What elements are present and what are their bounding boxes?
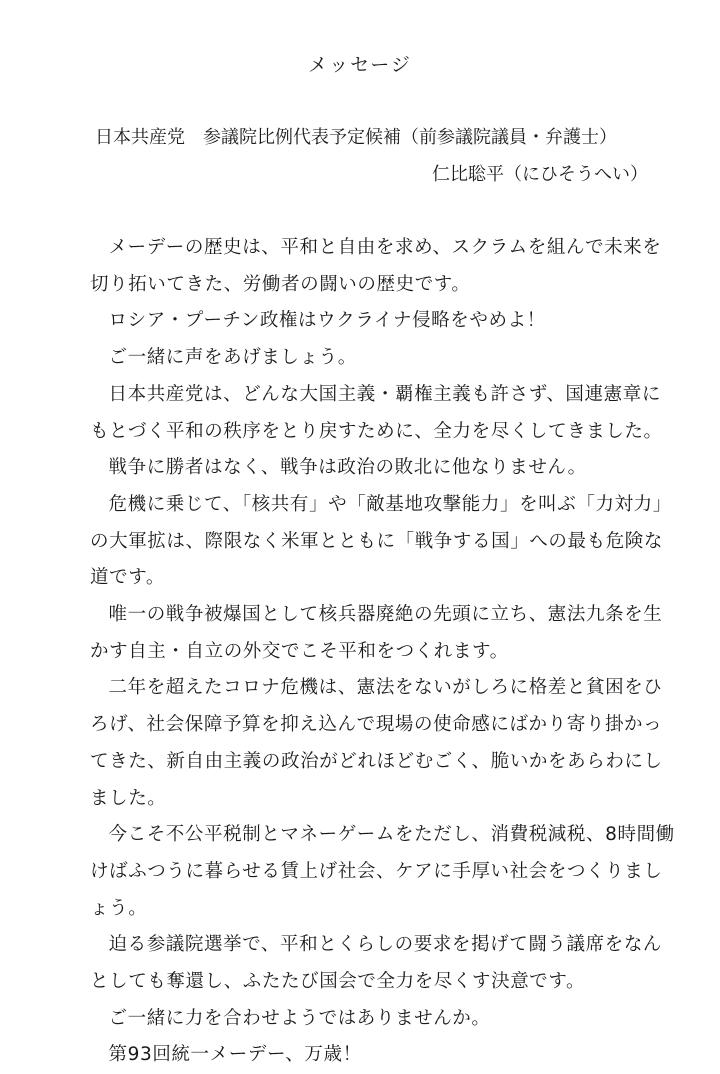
paragraph: ご一緒に声をあげましょう。 <box>108 347 357 369</box>
sender-name: 仁比聡平（にひそうへい） <box>432 164 648 185</box>
paragraph: ロシア・プーチン政権はウクライナ侵略をやめよ！ <box>108 310 546 332</box>
paragraph: 日本共産党は、どんな大国主義・覇権主義も許さず、国連憲章にもとづく平和の秩序をとり戻すために、全力を尽くしてきました。 <box>90 383 663 442</box>
sender-affiliation: 日本共産党 参議院比例代表予定候補（前参議院議員・弁護士） <box>95 127 617 148</box>
paragraph: 今こそ不公平税制とマネーゲームをただし、消費税減税、8時間働けばふつうに暮らせる賃上げ社会、ケアに手厚い社会をつくりましょう。 <box>90 824 675 919</box>
paragraph: 二年を超えたコロナ危機は、憲法をないがしろに格差と貧困をひろげ、社会保障予算を抑え込んで現場の使命感にばかり寄り掛かってきた、新自由主義の政治がどれほどむごく、脆いかをあらわにしました。 <box>90 677 663 809</box>
paragraph: ご一緒に力を合わせようではありませんか。 <box>108 1007 491 1029</box>
paragraph: メーデーの歴史は、平和と自由を求め、スクラムを組んで未来を切り拓いてきた、労働者の闘いの歴史です。 <box>90 237 662 295</box>
document-title: メッセージ <box>308 54 412 76</box>
paragraph: 危機に乗じて、「核共有」や「敵基地攻撃能力」を叫ぶ「力対力」の大軍拡は、際限なく米軍とともに「戦争する国」への最も危険な道です。 <box>90 493 672 589</box>
paragraph: 第93回統一メーデー、万歳！ <box>108 1044 362 1066</box>
message-body <box>90 230 680 1074</box>
paragraph: 戦争に勝者はなく、戦争は政治の敗北に他なりません。 <box>108 457 587 479</box>
paragraph: 迫る参議院選挙で、平和とくらしの要求を掲げて闘う議席をなんとしても奪還し、ふたたび国会で全力を尽くす決意です。 <box>90 934 663 993</box>
paragraph: 唯一の戦争被爆国として核兵器廃絶の先頭に立ち、憲法九条を生かす自主・自立の外交でこそ平和をつくれます。 <box>90 604 663 662</box>
